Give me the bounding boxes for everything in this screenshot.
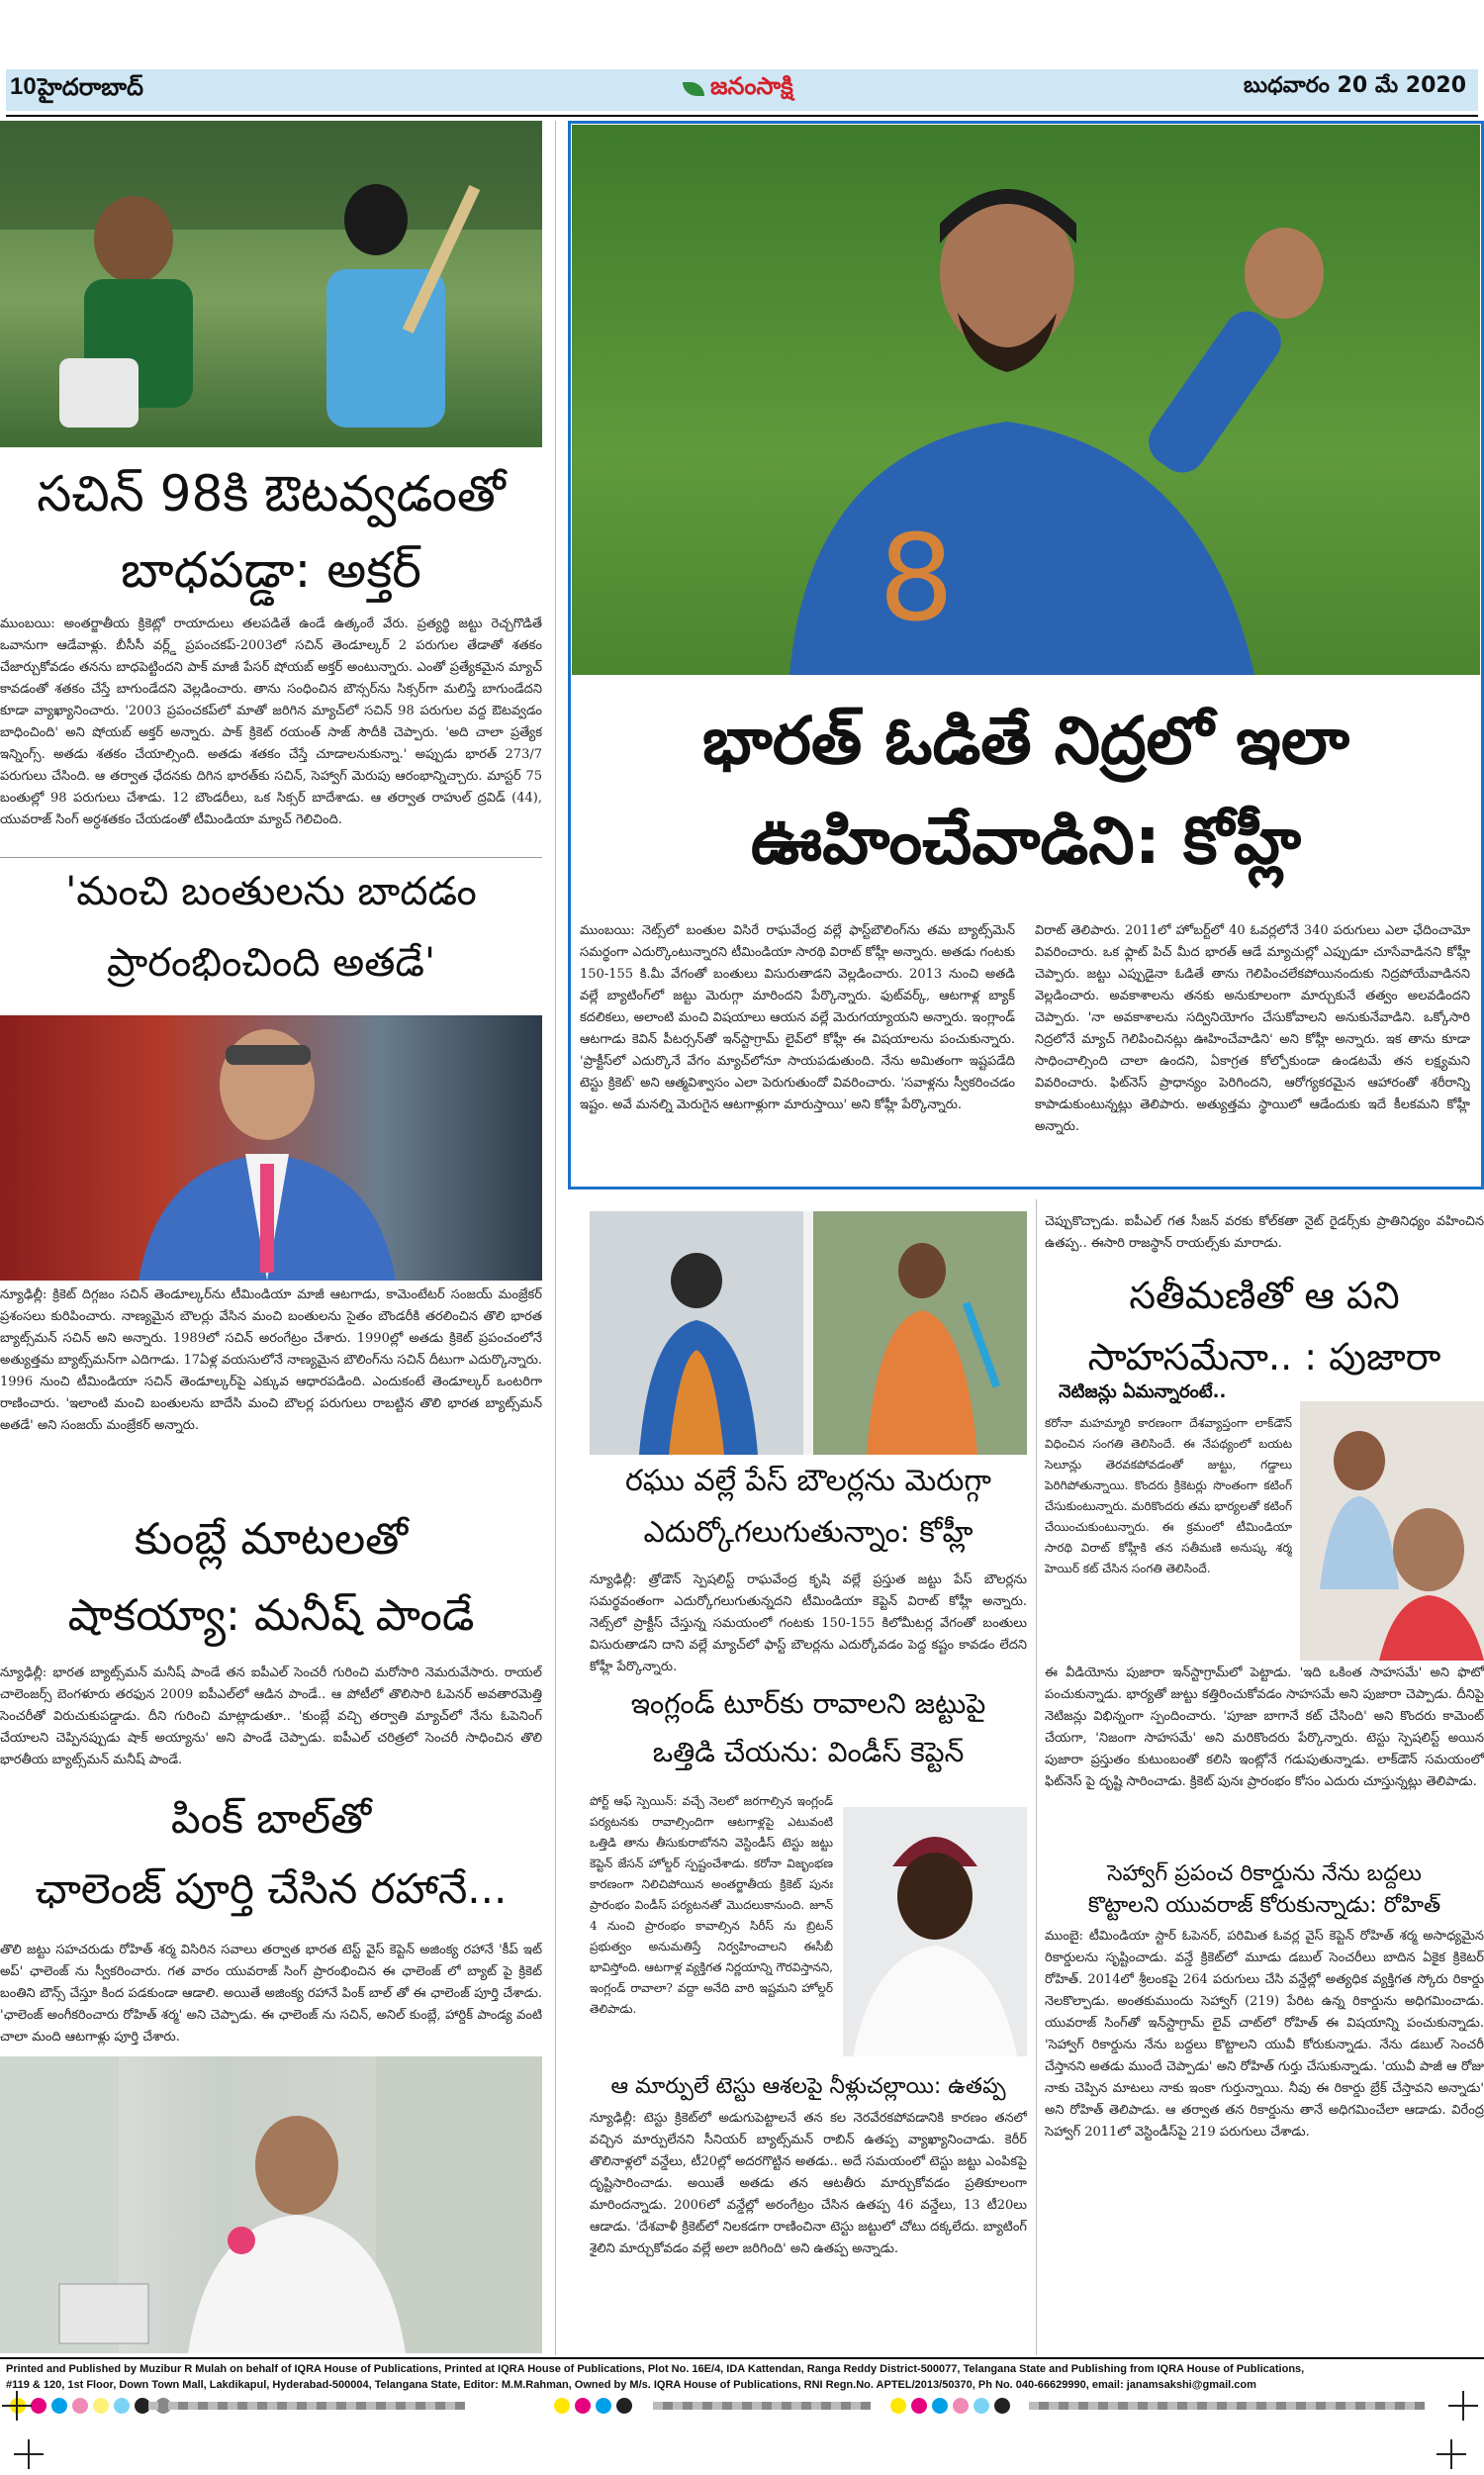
gray-scale-strip-center — [653, 2402, 871, 2410]
gray-scale-strip-right — [1029, 2402, 1425, 2410]
holder-headline-line2: ఒత్తిడి చేయను: విండీస్‌ కెప్టెన్‌ — [652, 1736, 965, 1768]
raghu-headline — [590, 1463, 1027, 1551]
utappa-headline: ఆ మార్పులే టెస్టు ఆశలపై నీళ్లుచల్లాయి: ఉతప్ప — [610, 2074, 1006, 2099]
divider — [0, 857, 542, 858]
issue-date: బుధవారం 20 మే 2020 — [1244, 73, 1466, 98]
imprint — [6, 2361, 1478, 2393]
manjrekar-headline-line2: ప్రారంభించింది అతడే' — [107, 940, 435, 986]
column-rule-right — [1036, 1199, 1037, 2355]
gray-scale-strip — [148, 2402, 465, 2410]
rahane-photo — [0, 2056, 542, 2353]
pujara-photo — [1300, 1401, 1484, 1661]
imprint-line1: Printed and Published by Muzibur R Mulah on behalf of IQRA House of Publications, Printed at IQRA House of Publications, Plot No. 16E/4, IDA Kattendan, Ranga Reddy District-500077, Telangana State and Publishing from IQRA House of Publications, — [6, 2363, 1305, 2375]
rohit-headline — [1045, 1860, 1484, 1919]
imprint-line2: #119 & 120, 1st Floor, Down Town Mall, Lakdikapul, Hyderabad-500004, Telangana State, Editor: M.M.Rahman, Owned by M/s. IQRA House of Publications, RNI Regn.No. APTEL/2013/50370, Ph No. 040-66629990, email: janamsakshi@gmail.com — [6, 2379, 1256, 2391]
kohli-headline-line2: ఊహించేవాడిని: కోహ్లీ — [750, 802, 1302, 879]
rahane-headline-line1: పింక్‌ బాల్‌తో — [170, 1794, 372, 1843]
registration-mark-icon — [2, 2391, 32, 2421]
pujara-subhead: నెటిజన్లు ఏమన్నారంటే.. — [1059, 1381, 1227, 1402]
manish-headline-line1: కుంబ్లే మాటలతో — [134, 1514, 409, 1565]
holder-photo — [843, 1807, 1027, 2056]
manish-headline-line2: షాకయ్యా: మనీష్‌ పాండే — [67, 1590, 475, 1641]
pujara-headline — [1045, 1273, 1484, 1380]
kohli-headline — [572, 701, 1480, 882]
akhtar-headline-line2: బాధపడ్డా: అక్తర్‌ — [121, 540, 421, 599]
akhtar-sachin-photo — [0, 121, 542, 447]
pujara-body-top: కరోనా మహమ్మారి కారణంగా దేశవ్యాప్తంగా లాక్‌డౌన్‌ విధించిన సంగతి తెలిసిందే. ఈ నేపథ్యంలో బయట సెలూన్లు తెరవకపోవడంతో జుట్టు, గడ్డాలు పెరిగిపోతున్నాయి. కొందరు క్రికెటర్లు సొంతంగా కటింగ్‌ చేసుకుంటున్నారు. మరికొందరు తమ భార్యలతో కటింగ్‌ చేయించుకుంటున్నారు. ఈ క్రమంలో టీమిండియా సారథి విరాట్‌ కోహ్లీకి తన సతీమణి అనుష్క శర్మ హెయిర్‌ కట్‌ చేసిన సంగతి తెలిసిందే. — [1045, 1416, 1292, 1575]
registration-mark-icon — [1448, 2391, 1478, 2421]
rohit-headline-line1: సెహ్వాగ్‌ ప్రపంచ రికార్డును నేను బద్దలు — [1107, 1861, 1422, 1886]
manish-headline — [0, 1512, 542, 1643]
akhtar-headline-line1: సచిన్‌ 98కి ఔటవ్వడంతో — [37, 465, 506, 523]
rahane-headline-line2: ఛాలెంజ్‌ పూర్తి చేసిన రహానే... — [35, 1863, 508, 1913]
city-label: హైదరాబాద్ — [38, 73, 143, 101]
raghu-headline-line2: ఎదుర్కోగలుగుతున్నాం: కోహ్లీ — [643, 1514, 974, 1550]
manish-body: న్యూఢిల్లీ: భారత బ్యాట్స్‌మన్‌ మనీష్‌ పాండే తన ఐపీఎల్‌ సెంచరీ గురించి మరోసారి నెమరువేసారు. రాయల్‌ చాలెంజర్స్‌ బెంగళూరు తరఫున 2009 ఐపీఎల్‌లో ఆడిన పాండే.. ఆ పోటీలో తొలిసారి ఓపెనర్‌ అవతారమెత్తి సెంచరీతో విరుచుకుపడ్డాడు. దీని గురించి మాట్లాడుతూ.. 'కుంబ్లే వచ్చి తర్వాతి మ్యాచ్‌లో నేను ఓపెనింగ్‌ చేయాలని చెప్పినప్పుడు షాక్‌ అయ్యాను' అని పాండే చెప్పాడు. ఐపీఎల్‌ చరిత్రలో సెంచరీ సాధించిన తొలి భారతీయ బ్యాట్స్‌మన్‌ మనీష్‌ పాండే. — [0, 1666, 542, 1767]
rohit-headline-line2: కొట్టాలని యువరాజ్‌ కోరుకున్నాడు: రోహిత్‌ — [1087, 1892, 1441, 1918]
holder-headline — [590, 1686, 1027, 1769]
kohli-photo — [572, 125, 1480, 675]
holder-headline-line1: ఇంగ్లండ్‌ టూర్‌కు రావాలని జట్టుపై — [630, 1687, 986, 1720]
akhtar-body: ముంబయి: అంతర్జాతీయ క్రికెట్లో రాయాదులు తలపడితే ఉండే ఉత్కంఠే వేరు. ప్రత్యర్థి జట్టు రెచ్చగొడితే ఒవానుగా ఆడేవాళ్లు. బీసీసీ వర్ల్డ్‌ ప్రపంచకప్‌-2003లో సచిన్‌ తెండూల్కర్‌ 2 పరుగుల తేడాతో శతకం చేజార్చుకోవడం తనను బాధపెట్టిందని పాక్‌ మాజీ పేసర్‌ షోయబ్‌ అక్తర్‌ అంటున్నారు. ఎంతో ప్రత్యేకమైన మ్యాచ్‌ కావడంతో శతకం చేస్తే బాగుండేదని వెల్లడించారు. తాను సంధించిన బౌన్సర్‌ను సిక్సర్‌గా మలిస్తే బాగుండేదని కూడా వ్యాఖ్యానించారు. '2003 ప్రపంచకప్‌లో మాతో జరిగిన మ్యాచ్‌లో సచిన్‌ 98 పరుగుల వద్ద ఔటవ్వడం బాధించింది' అని షోయబ్‌ అక్తర్‌ అన్నారు. పాక్‌ క్రికెట్‌ రయంత్‌ సాజ్‌ సౌదీకి చెప్పారు. 'అది చాలా ప్రత్యేక ఇన్నింగ్స్‌. అతడు శతకం చేయాల్సింది. అతడు శతకం చేస్తే చూడాలనుకున్నా.' అప్పుడు భారత్‌ 273/7 పరుగులు చేసింది. ఆ తర్వాత ఛేదనకు దిగిన భారత్‌కు సచిన్‌, సెహ్వాగ్‌ మెరుపు ఆరంభాన్నిచ్చారు. మాస్టర్‌ 75 బంతుల్లో 98 పరుగులు చేశాడు. 12 బౌండరీలు, ఒక సిక్సర్‌ బాదేశాడు. ఆ తర్వాత రాహుల్‌ ద్రవిడ్‌ (44), యువరాజ్‌ సింగ్‌ అర్ధశతకం చేయడంతో టీమిండియా మ్యాచ్‌ గెలిచింది. — [0, 617, 542, 827]
page-header — [0, 0, 1484, 117]
header-rule — [6, 115, 1478, 117]
manjrekar-body: న్యూఢిల్లీ: క్రికెట్‌ దిగ్గజం సచిన్‌ తెండూల్కర్‌ను టీమిండియా మాజీ ఆటగాడు, కామెంటేటర్‌ సంజయ్‌ మంజ్రేకర్‌ ప్రశంసలు కురిపించారు. నాణ్యమైన బౌలర్లు వేసిన మంచి బంతులను సైతం బౌండరీకి తరలించిన తొలి భారత బ్యాట్స్‌మన్‌ సచిన్‌ అని అన్నారు. 1989లో సచిన్‌ అరంగేట్రం చేశారు. 1990ల్లో అతడు క్రికెట్‌ ప్రపంచంలోనే అత్యుత్తమ బ్యాట్స్‌మన్‌గా ఎదిగాడు. 17ఏళ్ల వయసులోనే నాణ్యమైన బౌలింగ్‌ను సచిన్‌ దీటుగా ఎదుర్కొన్నారు. 1996 నుంచి టీమిండియా సచిన్‌ తెండూల్కర్‌పై ఎక్కువ ఆధారపడింది. ఎందుకంటే తెండూల్కర్‌ ఒంటరిగా రాణించారు. 'ఇలాంటి మంచి బంతులను బాదేసి మంచి బౌలర్ల పరుగులు రాబట్టిన తొలి భారత బ్యాట్స్‌మన్‌ అతడే' అని సంజయ్‌ మంజ్రేకర్‌ అన్నారు. — [0, 1287, 542, 1433]
crop-mark-icon — [14, 2439, 44, 2469]
manjrekar-photo — [0, 1015, 542, 1281]
rohit-body: ముంబై: టీమిండియా స్టార్‌ ఓపెనర్‌, పరిమిత ఓవర్ల వైస్‌ కెప్టెన్‌ రోహిత్‌ శర్మ అసాధ్యమైన రికార్డులను సృష్టించాడు. వన్డే క్రికెట్‌లో మూడు డబుల్‌ సెంచరీలు బాదిన ఏకైక క్రికెటర్‌ రోహిత్‌. 2014లో శ్రీలంకపై 264 పరుగులు చేసి వన్డేల్లో అత్యధిక వ్యక్తిగత స్కోరు రికార్డు నెలకొల్పాడు. అంతకుముందు సెహ్వాగ్‌ (219) పేరిట ఉన్న రికార్డును అధిగమించాడు. యువరాజ్‌ సింగ్‌తో ఇన్‌స్టాగ్రామ్‌ లైవ్‌ చాట్‌లో రోహిత్‌ ఈ విషయాన్ని పంచుకున్నాడు. 'సెహ్వాగ్‌ రికార్డును నేను బద్దలు కొట్టాలని యువీ కోరుకున్నాడు. నేను డబుల్‌ సెంచరీ చేస్తానని అతడు ముందే చెప్పాడు' అని రోహిత్‌ గుర్తు చేసుకున్నాడు. 'యువీ పాజీ ఆ రోజు నాకు చెప్పిన మాటలు నాకు ఇంకా గుర్తున్నాయి. నీవు ఈ రికార్డు బ్రేక్‌ చేస్తావని అన్నాడు' అని రోహిత్‌ తెలిపాడు. ఆ తర్వాత తన రికార్డును తానే అధిగమించేలా ఆడాడు. విరేంద్ర సెహ్వాగ్‌ 2011లో వెస్టిండీస్‌పై 219 పరుగులు చేశాడు. — [1045, 1929, 1484, 2140]
raghu-headline-line1: రఘు వల్లే పేస్‌ బౌలర్లను మెరుగ్గా — [624, 1464, 992, 1498]
pink-ball-icon — [228, 2227, 255, 2254]
color-registration-strip-center — [554, 2398, 637, 2414]
color-registration-strip-right — [890, 2398, 1015, 2414]
pujara-headline-line1: సతీమణితో ఆ పని — [1129, 1274, 1400, 1317]
column-rule-left — [555, 121, 556, 2355]
brand-name: జనంసాక్షి — [710, 72, 793, 100]
manjrekar-headline — [0, 867, 542, 988]
rahane-headline — [0, 1793, 542, 1915]
rahane-body: తొలి జట్టు సహచరుడు రోహిత్‌ శర్మ విసిరిన సవాలు తర్వాత భారత టెస్ట్‌ వైస్‌ కెప్టెన్‌ అజింక్య రహానే 'కీప్‌ ఇట్‌ అప్‌' ఛాలెంజ్‌ ను స్వీకరించారు. గత వారం యువరాజ్‌ సింగ్‌ ప్రారంభించిన ఈ ఛాలెంజ్‌ లో బ్యాట్‌ పై క్రికెట్‌ బంతిని బౌన్స్‌ చేస్తూ కింద పడకుండా ఆడాలి. అయితే అజింక్య రహానే పింక్‌ బాల్‌ తో ఈ ఛాలెంజ్‌ పూర్తి చేశాడు. 'ఛాలెంజ్‌ అంగీకరించారు రోహిత్‌ శర్మ' అని చెప్పాడు. ఈ ఛాలెంజ్‌ ను సచిన్‌, అనిల్‌ కుంబ్లే, హార్దిక్‌ పాండ్య వంటి చాలా మంది ఆటగాళ్లు పూర్తి చేశారు. — [0, 1943, 542, 2045]
raghu-photo — [590, 1211, 1027, 1455]
page-number: 10 — [10, 73, 37, 100]
kohli-headline-line1: భారత్‌ ఓడితే నిద్రలో ఇలా — [701, 703, 1350, 779]
svg-text:8: 8 — [879, 511, 955, 648]
utappa-body: న్యూఢిల్లీ: టెస్టు క్రికెట్‌లో అడుగుపెట్టాలనే తన కల నెరవేరకపోవడానికి కారణం తనలో వచ్చిన మార్పులేనని సీనియర్‌ బ్యాట్స్‌మన్‌ రాబిన్‌ ఉతప్ప వ్యాఖ్యానించాడు. కెరీర్‌ తొలినాళ్లలో వన్డేలు, టీ20ల్లో అదరగొట్టిన అతడు.. అదే సమయంలో టెస్టు జట్టు ఎంపికపై దృష్టిసారించాడు. అయితే అతడు తన ఆటతీరు మార్చుకోవడం ప్రతికూలంగా మారిందన్నాడు. 2006లో వన్డేల్లో అరంగేట్రం చేసిన ఉతప్ప 46 వన్డేలు, 13 టీ20లు ఆడాడు. 'దేశవాళీ క్రికెట్‌లో నిలకడగా రాణించినా టెస్టు జట్టులో చోటు దక్కలేదు. బ్యాటింగ్‌ శైలిని మార్చుకోవడం వల్లే అలా జరిగింది' అని ఉతప్ప అన్నాడు. — [590, 2111, 1027, 2256]
crop-mark-icon — [1437, 2439, 1466, 2469]
kohli-body-right: విరాట్‌ తెలిపారు. 2011లో హోబర్ట్‌లో 40 ఓవర్లలోనే 340 పరుగులు ఎలా ఛేదించామో వివరించారు. ఒక ఫ్లాట్‌ పిచ్‌ మీద భారత్‌ ఆడే మ్యాచుల్లో ఎప్పుడూ చూసేవాడినని కోహ్లీ చెప్పారు. జట్టు ఎప్పుడైనా ఓడితే తాను గెలిపించలేకపోయినందుకు నిద్రపోయేవాడినని వెల్లడించారు. అవకాశాలను తనకు అనుకూలంగా మార్చుకునే తత్వం అలవడిందని చెప్పారు. 'నా అవకాశాలను సద్వినియోగం చేసుకోవాలని అనుకునేవాడిని. ఒక్కోసారి నిద్రలోనే మ్యాచ్‌ గెలిపించినట్లు ఊహించేవాడిని' అని కోహ్లీ అన్నారు. ఇక తాను కూడా సాధించాల్సింది చాలా ఉందని, ఏకాగ్రత కోల్పోకుండా ఉండటమే తన లక్ష్యమని వివరించారు. ఫిట్‌నెస్‌ ప్రాధాన్యం పెరిగిందని, ఆరోగ్యకరమైన ఆహారంతో శరీరాన్ని కాపాడుకుంటున్నట్లు తెలిపారు. అత్యుత్తమ స్థాయిలో ఆడేందుకు ఇదే కీలకమని కోహ్లీ అన్నారు. — [1035, 923, 1470, 1134]
pujara-body-bottom: ఈ వీడియోను పుజారా ఇన్‌స్టాగ్రామ్‌లో పెట్టాడు. 'ఇది ఒకింత సాహసమే' అని ఫొటో పంచుకున్నాడు. భార్యతో జుట్టు కత్తిరించుకోవడం సాహసమే అని పుజారా చెప్పాడు. దీనిపై నెటిజన్లు విభిన్నంగా స్పందించారు. 'పూజా బాగానే కట్‌ చేసింది' అని కొందరు కామెంట్‌ చేయగా, 'నిజంగా సాహసమే' అని మరికొందరు పేర్కొన్నారు. టెస్టు స్పెషలిస్ట్‌ అయిన పుజారా ప్రస్తుతం కుటుంబంతో కలిసి ఇంట్లోనే గడుపుతున్నాడు. లాక్‌డౌన్‌ సమయంలో ఫిట్‌నెస్‌ పై దృష్టి సారించాడు. క్రికెట్‌ పునః ప్రారంభం కోసం ఎదురు చూస్తున్నట్లు తెలిపాడు. — [1045, 1666, 1484, 1789]
utappa-continuation: చెప్పుకొచ్చాడు. ఐపీఎల్‌ గత సీజన్‌ వరకు కోల్‌కతా నైట్‌ రైడర్స్‌కు ప్రాతినిధ్యం వహించిన ఉతప్ప.. ఈసారి రాజస్థాన్‌ రాయల్స్‌కు మారాడు. — [1045, 1214, 1484, 1251]
brand-logo — [683, 71, 793, 107]
leaf-icon — [683, 82, 704, 96]
akhtar-headline — [0, 463, 542, 601]
holder-body: పోర్ట్‌ ఆఫ్‌ స్పెయిన్‌: వచ్చే నెలలో జరగాల్సిన ఇంగ్లండ్‌ పర్యటనకు రావాల్సిందిగా ఆటగాళ్లపై ఎటువంటి ఒత్తిడి తాను తీసుకురాబోనని వెస్టిండీస్‌ టెస్టు జట్టు కెప్టెన్‌ జేసన్‌ హోల్డర్‌ స్పష్టంచేశాడు. కరోనా విజృంభణ కారణంగా నిలిచిపోయిన అంతర్జాతీయ క్రికెట్‌ పునః ప్రారంభం విండీస్‌ పర్యటనతో మొదలుకానుంది. జూన్‌ 4 నుంచి ప్రారంభం కావాల్సిన సిరీస్‌ ను బ్రిటన్‌ ప్రభుత్వం అనుమతిస్తే నిర్వహించాలని ఈసీబీ భావిస్తోంది. ఆటగాళ్ల వ్యక్తిగత నిర్ణయాన్ని గౌరవిస్తానని, ఇంగ్లండ్‌ రావాలా? వద్దా అనేది వారి ఇష్టమని హోల్డర్‌ తెలిపాడు. — [590, 1794, 833, 2016]
kohli-body-left: ముంబయి: నెట్స్‌లో బంతుల విసిరే రాఘవేంద్ర వల్లే ఫాస్ట్‌బౌలింగ్‌ను తమ బ్యాట్స్‌మెన్‌ సమర్థంగా ఎదుర్కొంటున్నారని టీమిండియా సారథి విరాట్‌ కోహ్లీ అన్నారు. అతడు గంటకు 150-155 కి.మీ వేగంతో బంతులు విసురుతాడని వెల్లడించారు. 2013 నుంచి అతడి వల్లే బ్యాటింగ్‌లో జట్టు మెరుగ్గా మారిందని పేర్కొన్నారు. ఫుట్‌వర్క్‌, ఆటగాళ్ల బ్యాక్‌ కదలికలు, అలాంటి మంచి విషయాలు ఆయన వల్లే మెరుగయ్యాయని అన్నారు. ఇంగ్లాండ్‌ ఆటగాడు కెవిన్‌ పీటర్సన్‌తో ఇన్‌స్టాగ్రామ్‌ లైవ్‌లో కోహ్లీ ఈ విషయాలను పంచుకున్నారు. 'ప్రాక్టీస్‌లో ఎదుర్కొనే వేగం మ్యాచ్‌లోనూ సాయపడుతుంది. నేను అమితంగా ఇష్టపడేది టెస్టు క్రికెట్‌' అని ఆత్మవిశ్వాసం ఎలా పెరుగుతుందో వివరించారు. 'సవాళ్లను స్వీకరించడం ఇష్టం. అవే మనల్ని మెరుగైన ఆటగాళ్లుగా మారుస్తాయి' అని కోహ్లీ పేర్కొన్నారు. — [580, 923, 1015, 1112]
footer-rule — [0, 2357, 1484, 2359]
pujara-headline-line2: సాహసమేనా.. : పుజారా — [1087, 1334, 1441, 1379]
manjrekar-headline-line1: 'మంచి బంతులను బాదడం — [65, 869, 477, 914]
raghu-body: న్యూఢిల్లీ: త్రోడౌన్‌ స్పెషలిస్ట్‌ రాఘవేంద్ర కృషి వల్లే ప్రస్తుత జట్టు పేస్‌ బౌలర్లను సమర్థవంతంగా ఎదుర్కోగలుగుతున్నదని టీమిండియా కెప్టెన్‌ విరాట్‌ కోహ్లీ అన్నారు. నెట్స్‌లో ప్రాక్టీస్‌ చేస్తున్న సమయంలో గంటకు 150-155 కిలోమీటర్ల వేగంతో బంతులు విసురుతాడని దాని వల్లే మ్యాచ్‌లో ఫాస్ట్‌ బౌలర్లను ఎదుర్కోవడం పెద్ద కష్టం కావడం లేదని కోహ్లీ పేర్కొన్నారు. — [590, 1572, 1027, 1674]
